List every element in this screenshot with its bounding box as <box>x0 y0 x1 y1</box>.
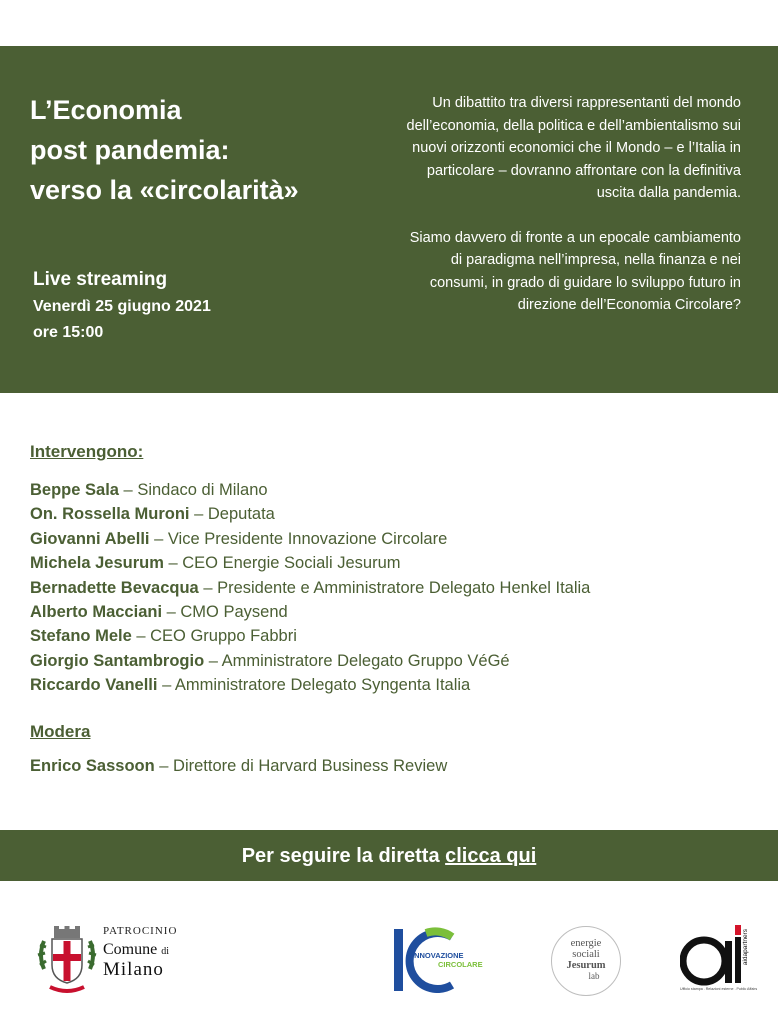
speaker-name: Bernadette Bevacqua <box>30 578 199 597</box>
milano-word: Milano <box>103 959 164 980</box>
speaker-name: Beppe Sala <box>30 481 119 499</box>
speaker-role: – Vice Presidente Innovazione Circolare <box>149 529 448 548</box>
speakers-list <box>30 478 590 698</box>
speaker-role: – Sindaco di Milano <box>118 481 268 499</box>
speaker-role: – CEO Gruppo Fabbri <box>131 627 297 646</box>
aidapartners-name: aidapartners <box>742 929 749 966</box>
speaker-name: On. Rossella Muroni <box>30 505 190 524</box>
energie-label: energie <box>570 938 602 949</box>
live-streaming-label: Live streaming <box>33 269 168 290</box>
di-word: di <box>161 946 169 957</box>
speaker-row <box>30 624 590 648</box>
speaker-name: Giovanni Abelli <box>30 529 150 548</box>
comune-word: Comune <box>103 941 158 958</box>
sponsor-logos <box>0 905 778 1015</box>
cta-link[interactable]: clicca qui <box>445 845 537 867</box>
moderator-role: – Direttore di Harvard Business Review <box>154 757 448 775</box>
speaker-name: Giorgio Santambrogio <box>30 651 205 670</box>
speaker-row <box>30 649 590 673</box>
speaker-row <box>30 551 590 575</box>
description-paragraph: Siamo davvero di fronte a un epocale cambiamento di paradigma nell’impresa, nella finanza e nei consumi, in grado di guidare lo sviluppo futuro in direzione dell’Economia Circolare? <box>409 229 741 313</box>
speaker-row <box>30 527 590 551</box>
moderator-heading: Modera <box>30 722 91 741</box>
speaker-name: Alberto Macciani <box>30 603 163 622</box>
cta-banner <box>0 830 778 881</box>
event-time: ore 15:00 <box>33 324 104 341</box>
patrocinio-label: PATROCINIO <box>103 925 178 937</box>
jesurum-label: Jesurum <box>566 960 606 971</box>
speaker-row <box>30 576 590 600</box>
speaker-name: Riccardo Vanelli <box>30 676 158 695</box>
event-date: Venerdì 25 giugno 2021 <box>33 298 211 315</box>
moderator-name: Enrico Sassoon <box>30 757 155 775</box>
event-description <box>401 92 741 339</box>
aidapartners-logo <box>680 921 758 997</box>
title-line: verso la «circolarità» <box>30 175 299 205</box>
speaker-role: – Amministratore Delegato Gruppo VéGé <box>204 651 510 670</box>
circolare-label: CIRCOLARE <box>438 960 483 969</box>
moderator-row <box>30 757 447 776</box>
sociali-label: sociali <box>572 949 600 960</box>
energie-sociali-jesurum-logo <box>551 926 621 996</box>
speaker-role: – Deputata <box>189 505 275 524</box>
event-header <box>0 46 778 393</box>
speaker-row <box>30 673 590 697</box>
speakers-heading: Intervengono: <box>30 442 144 461</box>
speaker-row <box>30 502 590 526</box>
innovazione-circolare-logo <box>392 927 488 993</box>
description-paragraph: Un dibattito tra diversi rappresentanti del mondo dell’economia, della politica e dell’ambientalismo sui nuovi orizzonti economici che il Mondo – e l’Italia in particolare – dovranno affrontare con la definitiva uscita dalla pandemia. <box>406 95 741 201</box>
event-title <box>30 90 360 210</box>
milano-coat-of-arms-icon <box>32 925 102 997</box>
cta-text: Per seguire la diretta <box>241 845 446 867</box>
title-line: L’Economia <box>30 95 182 125</box>
speaker-role: – CMO Paysend <box>162 603 288 622</box>
title-line: post pandemia: <box>30 135 230 165</box>
aidapartners-tagline: Ufficio stampa ∙ Relazioni esterne ∙ Public Affairs <box>680 987 758 991</box>
lab-label: lab <box>588 971 600 981</box>
event-info <box>33 266 211 346</box>
speaker-role: – Presidente e Amministratore Delegato Henkel Italia <box>198 578 591 597</box>
speaker-name: Michela Jesurum <box>30 554 164 573</box>
speaker-row <box>30 478 590 502</box>
speaker-row <box>30 600 590 624</box>
speaker-role: – Amministratore Delegato Syngenta Italia <box>157 676 471 695</box>
innovazione-label: INNOVAZIONE <box>412 951 464 960</box>
speaker-role: – CEO Energie Sociali Jesurum <box>163 554 401 573</box>
speaker-name: Stefano Mele <box>30 627 132 646</box>
comune-di-milano-logo <box>103 941 169 979</box>
